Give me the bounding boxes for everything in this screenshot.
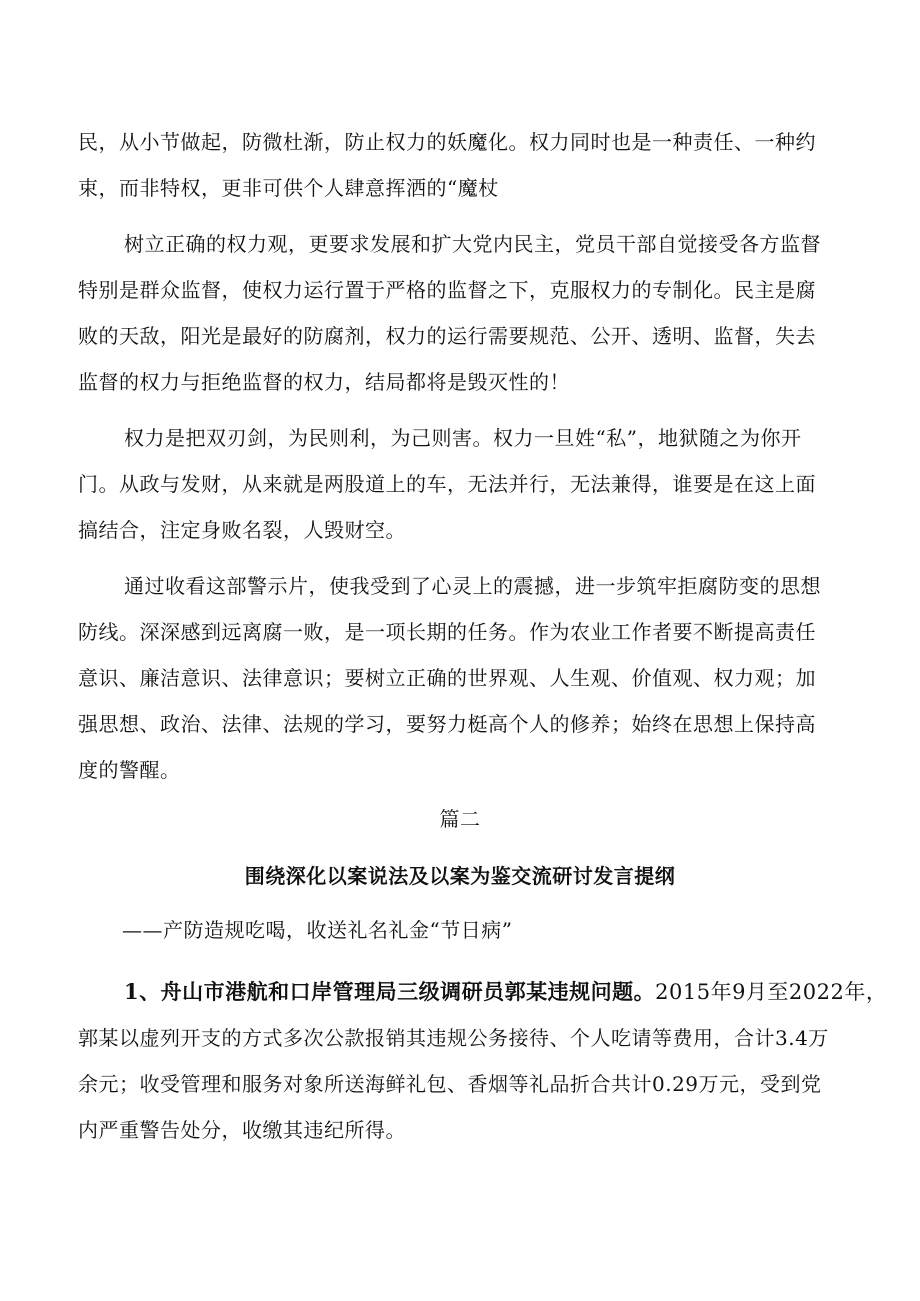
paragraph-4-line-5: 度的警醒。 bbox=[78, 758, 181, 782]
paragraph-3-line-2: 门。从政与发财，从来就是两股道上的车，无法并行，无法兼得，谁要是在这上面 bbox=[78, 472, 816, 496]
paragraph-2-line-3: 败的天敌，阳光是最好的防腐剂，权力的运行需要规范、公开、透明、监督，失去 bbox=[78, 324, 816, 348]
case-1-line-1 bbox=[124, 978, 888, 1006]
paragraph-3-line-1: 权力是把双刃剑，为民则利，为己则害。权力一旦姓“私”，地狱随之为你开 bbox=[124, 426, 802, 450]
document-title: 围绕深化以案说法及以案为鉴交流研讨发言提纲 bbox=[244, 864, 676, 888]
paragraph-3-line-3: 搞结合，注定身败名裂，人毁财空。 bbox=[78, 518, 406, 542]
paragraph-2-line-2: 特别是群众监督，使权力运行置于严格的监督之下，克服权力的专制化。民主是腐 bbox=[78, 278, 816, 302]
paragraph-4-line-3: 意识、廉洁意识、法律意识；要树立正确的世界观、人生观、价值观、权力观；加 bbox=[78, 666, 816, 690]
paragraph-4-line-1: 通过收看这部警示片，使我受到了心灵上的震撼，进一步筑牢拒腐防变的思想 bbox=[124, 574, 821, 598]
section-heading: 篇二 bbox=[439, 807, 481, 831]
paragraph-4-line-4: 强思想、政治、法律、法规的学习，要努力梃高个人的修养；始终在思想上保持高 bbox=[78, 712, 816, 736]
case-1-date-range: 2015年9月至2022年， bbox=[655, 980, 888, 1004]
paragraph-1-line-1: 民，从小节做起，防微杜渐，防止权力的妖魔化。权力同时也是一种责任、一种约 bbox=[78, 130, 816, 154]
case-1-line-2: 郭某以虚列开支的方式多次公款报销其违规公务接待、个人吃请等费用，合计3.4万 bbox=[78, 1026, 829, 1050]
paragraph-2-line-4: 监督的权力与拒绝监督的权力，结局都将是毁灭性的！ bbox=[78, 370, 570, 394]
paragraph-4-line-2: 防线。深深感到远离腐一败，是一项长期的任务。作为农业工作者要不断提高责任 bbox=[78, 620, 816, 644]
case-1-line-4: 内严重警告处分，收缴其违纪所得。 bbox=[78, 1118, 406, 1142]
case-1-lead: 1、舟山市港航和口岸管理局三级调研员郭某违规问题。 bbox=[124, 979, 656, 1004]
paragraph-2-line-1: 树立正确的权力观，更要求发展和扩大党内民主，党员干部自觉接受各方监督 bbox=[124, 232, 821, 256]
case-1-line-3: 余元；收受管理和服务对象所送海鲜礼包、香烟等礼品折合共计0.29万元，受到党 bbox=[78, 1072, 822, 1096]
document-subtitle: ——产防造规吃喝，收送礼名礼金“节日病” bbox=[122, 918, 513, 942]
paragraph-1-line-2: 束，而非特权，更非可供个人肆意挥洒的“魔杖 bbox=[78, 176, 499, 200]
